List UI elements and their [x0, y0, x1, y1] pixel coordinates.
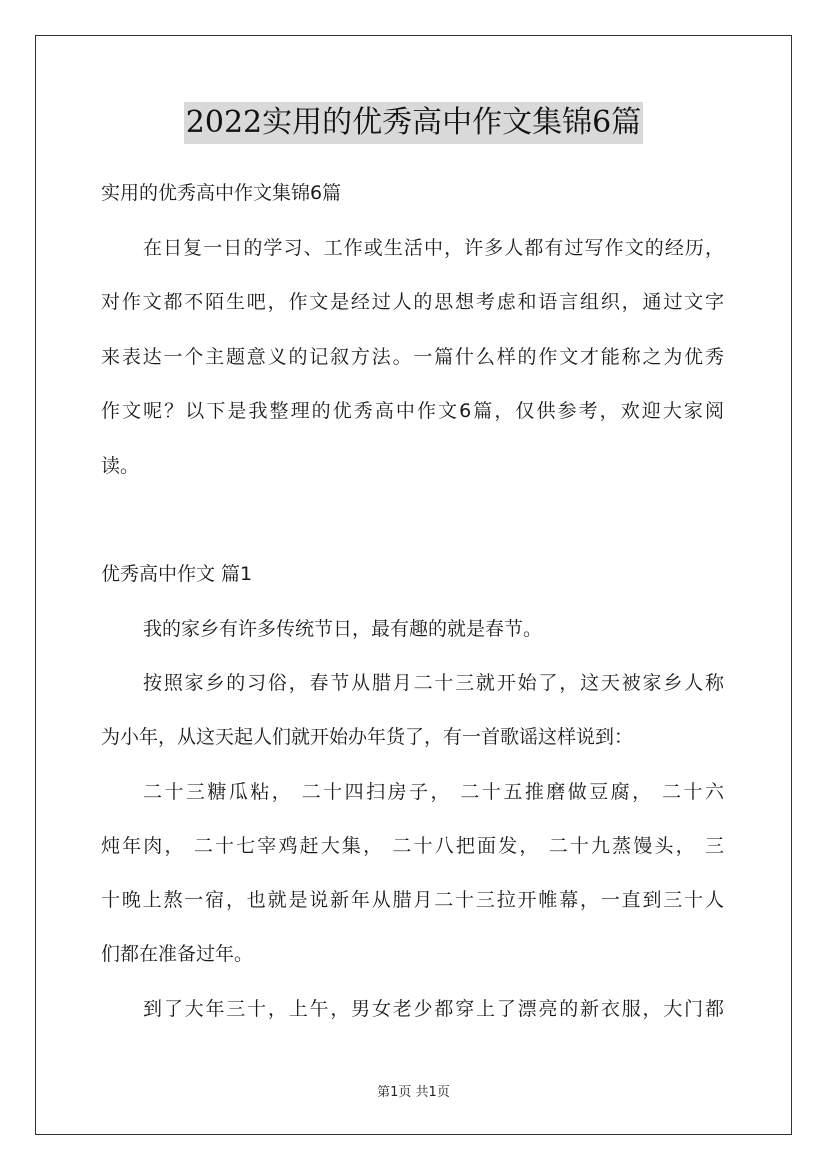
intro-line: 对作文都不陌生吧，作文是经过人的思想考虑和语言组织，通过文字 [101, 291, 724, 313]
section-heading: 优秀高中作文 篇1 [101, 563, 253, 585]
section-line: 按照家乡的习俗，春节从腊月二十三就开始了，这天被家乡人称 [143, 672, 724, 694]
section-line: 炖年肉， 二十七宰鸡赶大集， 二十八把面发， 二十九蒸馒头， 三 [101, 835, 724, 857]
intro-line: 来表达一个主题意义的记叙方法。一篇什么样的作文才能称之为优秀 [101, 346, 724, 368]
title-container [0, 102, 827, 144]
document-subtitle: 实用的优秀高中作文集锦6篇 [101, 182, 342, 204]
section-line: 二十三糖瓜粘， 二十四扫房子， 二十五推磨做豆腐， 二十六 [143, 781, 724, 803]
section-line: 到了大年三十，上午，男女老少都穿上了漂亮的新衣服，大门都 [143, 998, 724, 1020]
section-line: 我的家乡有许多传统节日，最有趣的就是春节。 [143, 618, 543, 640]
intro-line: 作文呢？以下是我整理的优秀高中作文6篇，仅供参考，欢迎大家阅 [101, 400, 724, 422]
section-line: 们都在准备过年。 [101, 943, 254, 965]
intro-line: 读。 [101, 455, 140, 477]
section-line: 为小年，从这天起人们就开始办年货了，有一首歌谣这样说到： [101, 726, 634, 748]
page-footer: 第1页 共1页 [377, 1085, 450, 1100]
document-title: 2022实用的优秀高中作文集锦6篇 [184, 102, 643, 144]
intro-line: 在日复一日的学习、工作或生活中，许多人都有过写作文的经历， [143, 237, 724, 259]
section-line: 十晚上熬一宿，也就是说新年从腊月二十三拉开帷幕，一直到三十人 [101, 889, 724, 911]
